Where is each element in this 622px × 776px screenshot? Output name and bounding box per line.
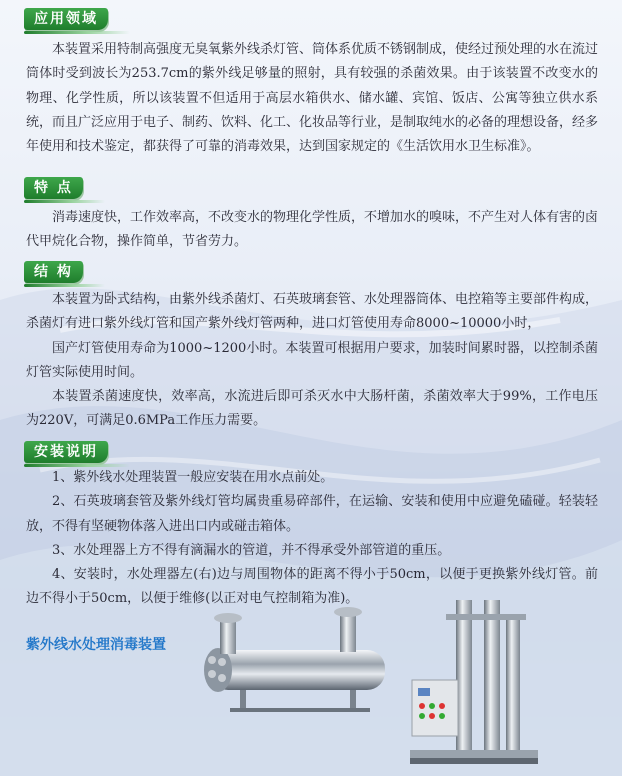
application-paragraph: 本装置采用特制高强度无臭氧紫外线杀灯管、筒体系优质不锈钢制成，使经过预处理的水在流过筒体时受到波长为253.7cm的紫外线足够量的照射，具有较强的杀菌效果。由于该装置不改变水的物理、化学性质，所以该装置不但适用于高层水箱供水、储水罐、宾馆、饭店、公寓等独立供水系统，而且广泛应用于电子、制药、饮料、化工、化妆品等行业，是制取纯水的必备的理想设备，经多年使用和技术鉴定，都获得了可靠的消毒效果，达到国家规定的《生活饮用水卫生标准》。	[26, 42, 599, 155]
product-caption: 紫外线水处理消毒装置	[26, 637, 166, 653]
horizontal-uv-sterilizer-image	[190, 598, 400, 718]
installation-item: 1、紫外线水处理装置一般应安装在用水点前处。	[52, 470, 334, 485]
section-title-structure: 结 构	[24, 261, 83, 283]
structure-paragraph: 本装置杀菌速度快，效率高，水流进后即可杀灭水中大肠杆菌，杀菌效率大于99%，工作电压为220V，可满足0.6MPa工作压力需要。	[26, 389, 598, 429]
installation-item: 2、石英玻璃套管及紫外线灯管均属贵重易碎部件，在运输、安装和使用中应避免磕碰。轻装轻放，不得有坚硬物体落入进出口内或碰击箱体。	[26, 494, 598, 534]
vertical-uv-unit-image	[406, 594, 546, 770]
installation-item: 4、安装时，水处理器左(右)边与周围物体的距离不得小于50cm，以便于更换紫外线灯管。前边不得小于50cm，以便于维修(以正对电气控制箱为准)。	[26, 567, 598, 607]
installation-item: 3、水处理器上方不得有滴漏水的管道，并不得承受外部管道的重压。	[52, 542, 451, 558]
structure-paragraph: 国产灯管使用寿命为1000~1200小时。本装置可根据用户要求，加装时间累时器，以控制杀菌灯管实际使用时间。	[26, 340, 598, 380]
structure-body	[26, 288, 598, 434]
installation-body	[26, 466, 598, 612]
features-body	[26, 206, 598, 255]
features-paragraph: 消毒速度快，工作效率高，不改变水的物理化学性质，不增加水的嗅味，不产生对人体有害的卤代甲烷化合物，操作简单，节省劳力。	[26, 210, 599, 250]
application-body	[26, 38, 598, 159]
section-title-installation: 安装说明	[24, 441, 108, 463]
section-title-features: 特 点	[24, 177, 83, 199]
section-title-application: 应用领域	[24, 8, 108, 30]
structure-paragraph: 本装置为卧式结构，由紫外线杀菌灯、石英玻璃套管、水处理器筒体、电控箱等主要部件构成，杀菌灯有进口紫外线灯管和国产紫外线灯管两种，进口灯管使用寿命8000~10000小时，	[26, 292, 599, 332]
